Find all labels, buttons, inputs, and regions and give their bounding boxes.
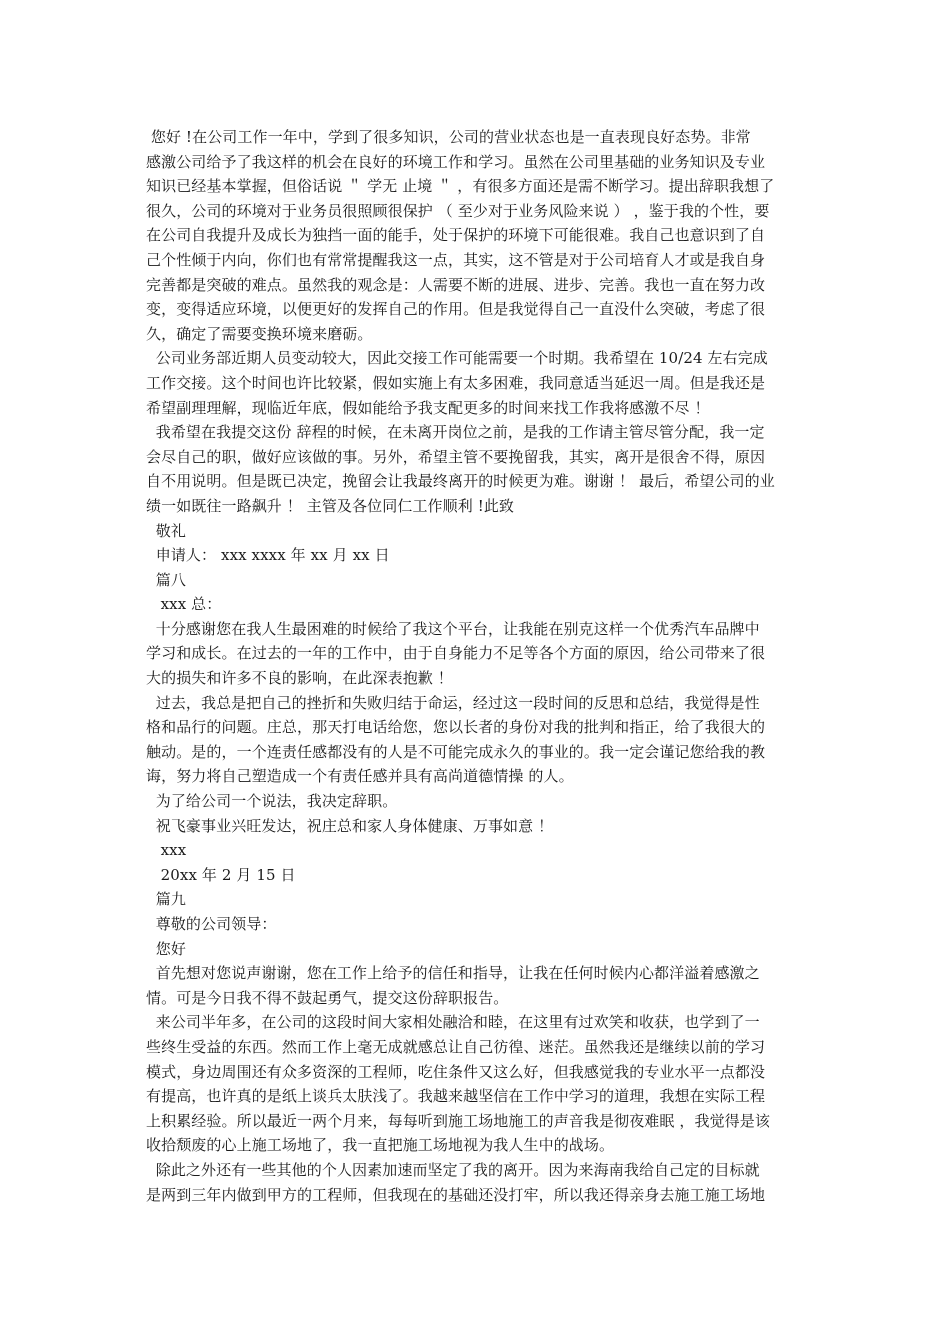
text-line: 久，确定了需要变换环境来磨砺。 [146,324,373,343]
text-line: 己个性倾于内向，你们也有常常提醒我这一点，其实，这不管是对于公司培育人才或是我自身 [146,250,766,269]
text-line: 上积累经验。所以最近一两个月来，每每听到施工场地施工的声音我是彻夜难眠 ，我觉得是该 [146,1111,770,1130]
text-line: 变，变得适应环境，以便更好的发挥自己的作用。但是我觉得自己一直没什么突破，考虑了很 [146,300,766,319]
text-line: xxx [146,841,187,860]
text-line: 触动。是的，一个连责任感都没有的人是不可能完成永久的事业的。我一定会谨记您给我的教 [146,742,766,761]
text-line: 十分感谢您在我人生最困难的时候给了我这个平台，让我能在别克这样一个优秀汽车品牌中 [146,619,760,638]
text-line: 篇八 [146,570,186,589]
text-line: 完善都是突破的难点。虽然我的观念是：人需要不断的进展、进步、完善。我也一直在努力改 [146,275,766,294]
text-line: 除此之外还有一些其他的个人因素加速而坚定了我的离开。因为来海南我给自己定的目标就 [146,1160,760,1179]
text-line: 格和品行的问题。庄总，那天打电话给您，您以长者的身份对我的批判和指正，给了我很大的 [146,718,766,737]
text-line: 自不用说明。但是既已决定，挽留会让我最终离开的时候更为难。谢谢 ！ 最后，希望公司的业 [146,472,775,491]
text-line: 敬礼 [146,521,186,540]
text-line: 工作交接。这个时间也许比较紧，假如实施上有太多困难，我同意适当延迟一周。但是我还是 [146,373,766,392]
text-line: 情。可是今日我不得不鼓起勇气，提交这份辞职报告。 [146,988,509,1007]
text-line: 大的损失和许多不良的影响，在此深表抱歉 ！ [146,669,453,688]
text-line: 些终生受益的东西。然而工作上毫无成就感总让自己彷徨、迷茫。虽然我还是继续以前的学习 [146,1037,766,1056]
text-line: 过去，我总是把自己的挫折和失败归结于命运，经过这一段时间的反思和总结，我觉得是性 [146,693,760,712]
text-line: 首先想对您说声谢谢，您在工作上给予的信任和指导，让我在任何时候内心都洋溢着感激之 [146,964,760,983]
text-line: 申请人： xxx xxxx 年 xx 月 xx 日 [146,546,390,565]
text-line: 知识已经基本掌握，但俗话说 ＂ 学无 止境 ＂ ，有很多方面还是需不断学习。提出辞职我想了 [146,177,775,196]
text-line: 您好 !在公司工作一年中，学到了很多知识，公司的营业状态也是一直表现良好态势。非常 [146,128,751,146]
text-line: 收拾颓废的心上施工场地了，我一直把施工场地视为我人生中的战场。 [146,1136,615,1155]
text-line: 在公司自我提升及成长为独挡一面的能手，处于保护的环境下可能很难。我自己也意识到了自 [146,226,766,245]
text-line: xxx 总： [146,595,222,614]
text-line: 学习和成长。在过去的一年的工作中，由于自身能力不足等各个方面的原因，给公司带来了很 [146,644,766,663]
text-line: 祝飞豪事业兴旺发达，祝庄总和家人身体健康、万事如意 ！ [146,816,554,835]
document-body [146,125,806,1207]
text-line: 希望副理理解，现临近年底，假如能给予我支配更多的时间来找工作我将感激不尽 ！ [146,398,710,417]
text-line: 公司业务部近期人员变动较大，因此交接工作可能需要一个时期。我希望在 10/24 左右完成 [146,349,768,368]
text-line: 您好 [146,939,186,958]
text-line: 尊敬的公司领导： [146,915,277,933]
text-line: 20xx 年 2 月 15 日 [146,865,296,884]
text-line: 有提高，也许真的是纸上谈兵太肤浅了。我越来越坚信在工作中学习的道理，我想在实际工程 [146,1087,766,1106]
text-line: 我希望在我提交这份 辞程的时候，在未离开岗位之前，是我的工作请主管尽管分配，我一定 [146,423,765,442]
text-line: 为了给公司一个说法，我决定辞职。 [146,792,398,811]
text-line: 诲，努力将自己塑造成一个有责任感并具有高尚道德情操 的人。 [146,767,574,786]
text-line: 是两到三年内做到甲方的工程师，但我现在的基础还没打牢，所以我还得亲身去施工施工场地 [146,1185,766,1204]
text-line: 很久，公司的环境对于业务员很照顾很保护 （ 至少对于业务风险来说 ） ，鉴于我的个性，要 [146,201,770,220]
text-line: 感激公司给予了我这样的机会在良好的环境工作和学习。虽然在公司里基础的业务知识及专业 [146,152,766,171]
text-line: 会尽自己的职，做好应该做的事。另外，希望主管不要挽留我，其实，离开是很舍不得，原因 [146,447,766,466]
text-line: 模式，身边周围还有众多资深的工程师，吃住条件又这么好，但我感觉我的专业水平一点都没 [146,1062,766,1081]
text-line: 绩一如既往一路飙升 ！ 主管及各位同仁工作顺利 !此致 [146,496,515,515]
text-line: 篇九 [146,890,186,909]
text-line: 来公司半年多，在公司的这段时间大家相处融洽和睦，在这里有过欢笑和收获，也学到了一 [146,1013,760,1032]
